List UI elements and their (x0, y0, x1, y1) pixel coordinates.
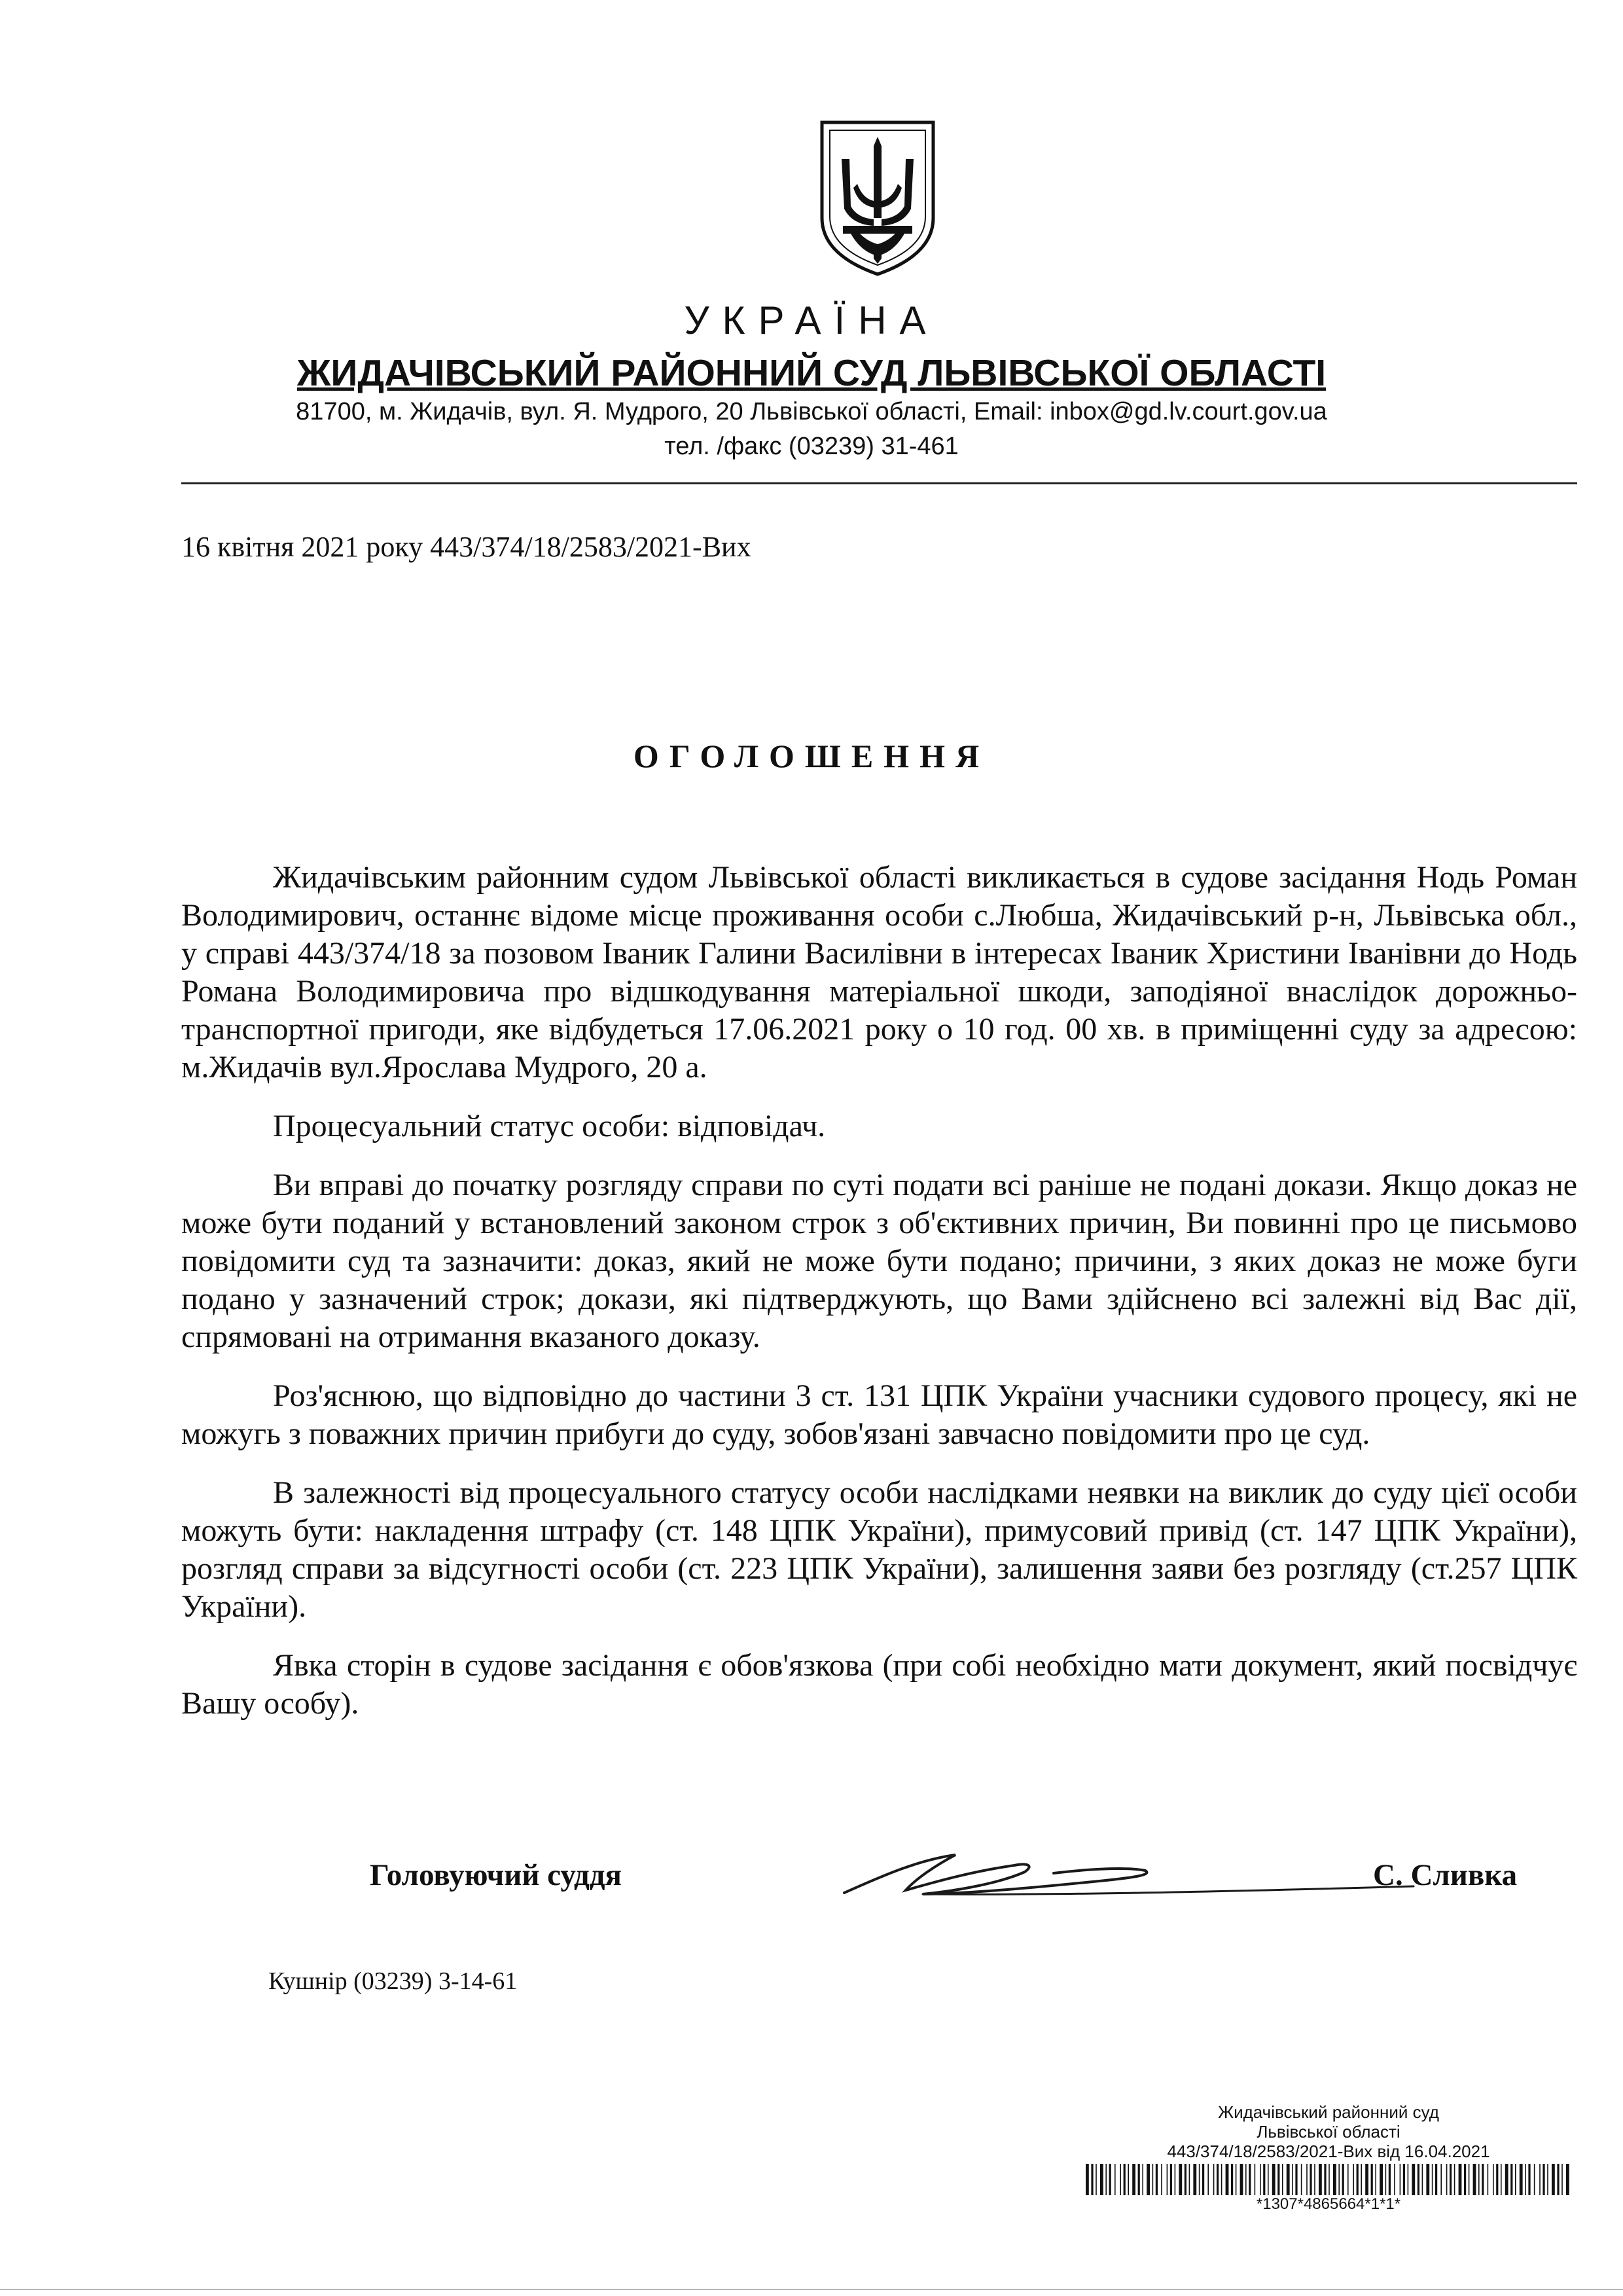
stamp-court-line: Жидачівський районний суд (1218, 2102, 1439, 2122)
paragraph-evidence: Ви вправі до початку розгляду справи по суті подати всі раніше не подані докази. Якщо доказ не може бути поданий у встановлений законом строк з об'єктивних причин, Ви повинні про це письмово повідомити суд та зазначити: доказ, який не може бути подано; причини, з яких доказ не може буги подано у зазначений строк; докази, які підтверджують, що Вами здійснено всі залежні від Вас дії, спрямовані на отримання вказаного доказу. (181, 1168, 1577, 1354)
announcement-body (181, 859, 1577, 1744)
page-bottom-edge (0, 2289, 1623, 2290)
paragraph-attendance: Явка сторін в судове засідання є обов'язкова (при собі необхідно мати документ, який посвідчує Вашу особу). (181, 1648, 1577, 1721)
paragraph-summons: Жидачівським районним судом Львівської області викликається в судове засідання Нодь Роман Володимирович, останнє відоме місце проживання особи с.Любша, Жидачівський р-н, Львівська обл., у справі 443/374/18 за позовом Іваник Галини Василівни в інтересах Іваник Христини Іванівни до Нодь Романа Володимировича про відшкодування матеріальної шкоди, заподіяної внаслідок дорожньо-транспортної пригоди, яке відбудеться 17.06.2021 року о 10 год. 00 хв. в приміщенні суду за адресою: м.Жидачів вул.Ярослава Мудрого, 20 а. (181, 860, 1577, 1085)
court-name: ЖИДАЧІВСЬКИЙ РАЙОННИЙ СУД ЛЬВІВСЬКОЇ ОБЛАСТІ (296, 352, 1327, 394)
executor-contact: Кушнір (03239) 3-14-61 (268, 1967, 518, 1995)
header-divider (181, 482, 1577, 484)
coat-of-arms-icon (819, 120, 936, 277)
handwritten-signature (838, 1839, 1427, 1911)
document-title: ОГОЛОШЕННЯ (633, 738, 990, 774)
paragraph-consequences: В залежності від процесуального статусу особи наслідками неявки на виклик до суду цієї особи можуть бути: накладення штрафу (ст. 148 ЦПК України), примусовий привід (ст. 147 ЦПК України), розгляд справи за відсугності особи (ст. 223 ЦПК України), залишення заяви без розгляду (ст.257 ЦПК України). (181, 1475, 1577, 1624)
barcode (1084, 2164, 1572, 2195)
paragraph-status: Процесуальний статус особи: відповідач. (273, 1109, 826, 1143)
stamp-region-line: Львівської області (1257, 2122, 1400, 2142)
registration-stamp (1080, 2102, 1577, 2161)
signatory-name: С. Сливка (1373, 1858, 1518, 1892)
document-date-reference: 16 квітня 2021 року 443/374/18/2583/2021-Вих (181, 531, 751, 563)
paragraph-notice-duty: Роз'яснюю, що відповідно до частини 3 ст. 131 ЦПК України учасники судового процесу, які не можугь з поважних причин прибуги до суду, зобов'язані завчасно повідомити про це суд. (181, 1378, 1577, 1451)
barcode-number: *1307*4865664*1*1* (1256, 2195, 1401, 2213)
court-address: 81700, м. Жидачів, вул. Я. Мудрого, 20 Львівської області, Email: inbox@gd.lv.court.gov.ua (296, 398, 1327, 425)
country-name: УКРАЇНА (684, 298, 939, 342)
signatory-role: Головуючий суддя (370, 1858, 622, 1892)
stamp-reference-line: 443/374/18/2583/2021-Вих від 16.04.2021 (1167, 2142, 1490, 2161)
court-phone: тел. /факс (03239) 31-461 (664, 433, 959, 460)
